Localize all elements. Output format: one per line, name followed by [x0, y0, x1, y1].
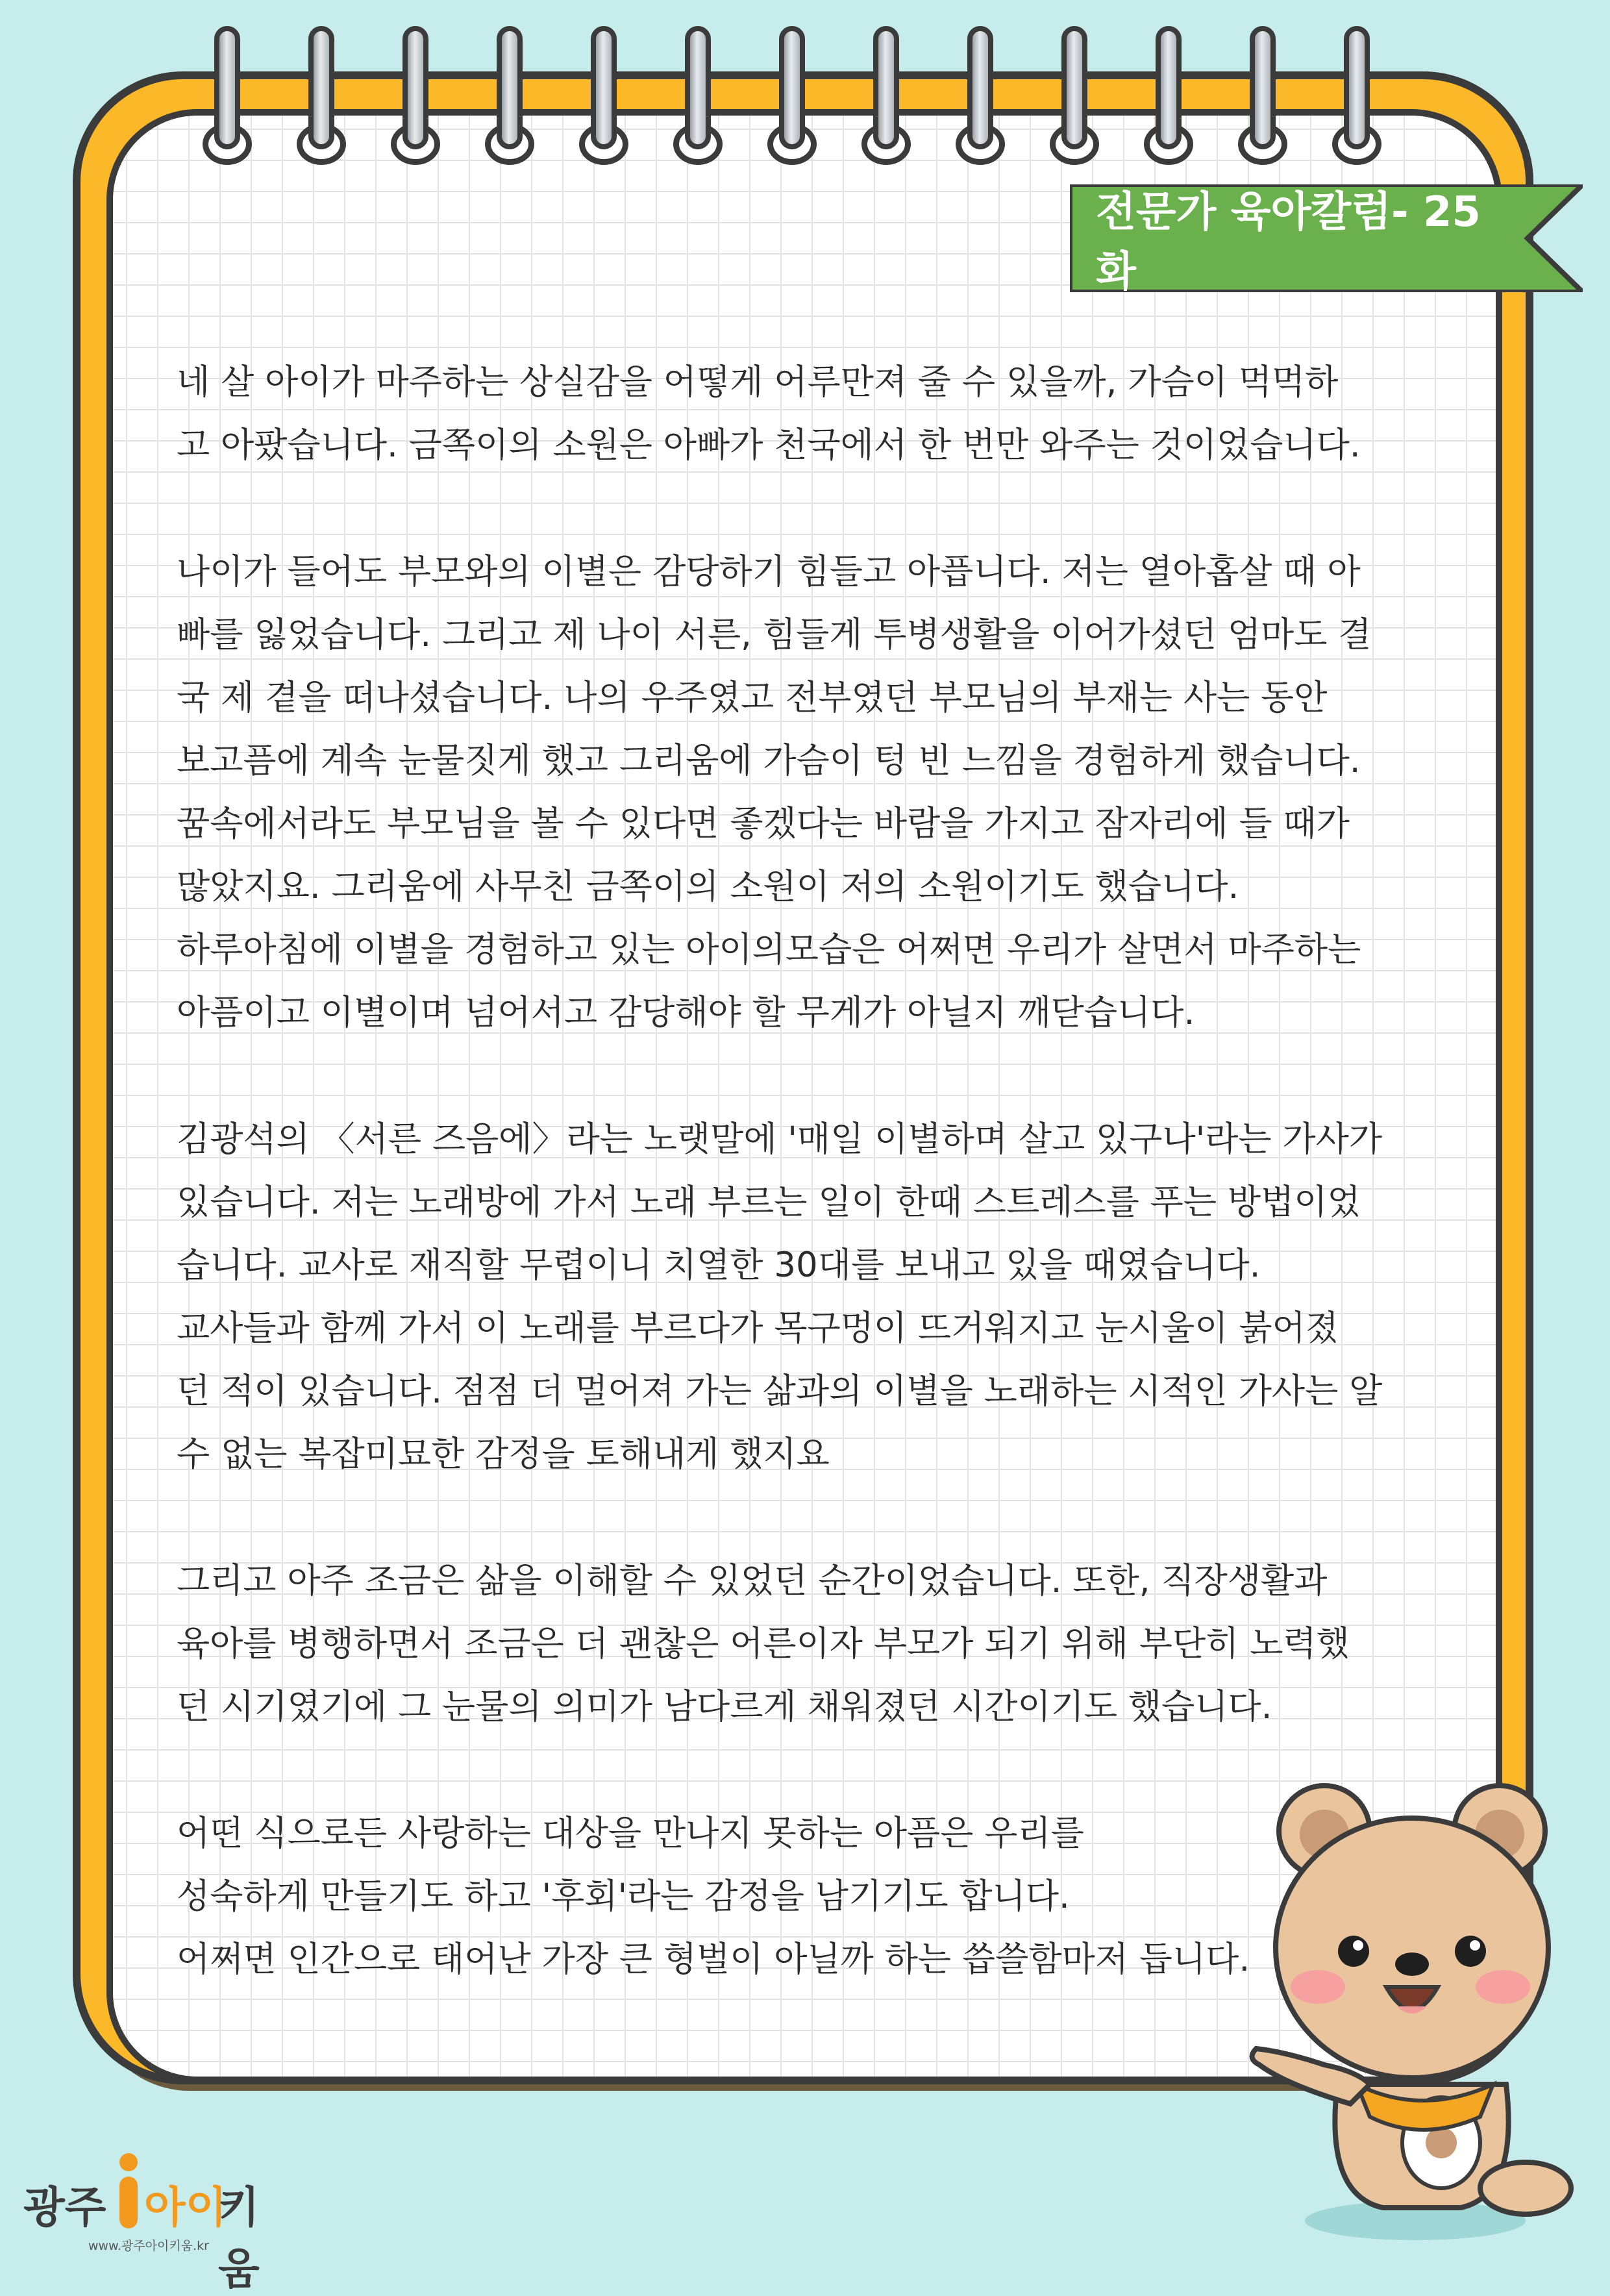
logo-url: www.광주아이키움.kr — [88, 2239, 209, 2253]
text-line: 나이가 들어도 부모와의 이별은 감당하기 힘들고 아픕니다. 저는 열아홉살 때 아 — [177, 552, 1361, 592]
spiral-ring — [571, 26, 636, 175]
text-line: 습니다. 교사로 재직할 무렵이니 치열한 30대를 보내고 있을 때였습니다. — [177, 1245, 1261, 1285]
text-line: 어쩌면 인간으로 태어난 가장 큰 형벌이 아닐까 하는 씁쓸함마저 듭니다. — [177, 1940, 1250, 1979]
text-line: 많았지요. 그리움에 사무친 금쪽이의 소원이 저의 소원이기도 했습니다. — [177, 867, 1239, 906]
spiral-ring — [289, 26, 354, 175]
paragraph — [177, 351, 1449, 477]
column-title-ribbon — [1070, 184, 1583, 296]
text-line: 던 시기였기에 그 눈물의 의미가 남다르게 채워졌던 시간이기도 했습니다. — [177, 1687, 1272, 1727]
text-line: 육아를 병행하면서 조금은 더 괜찮은 어른이자 부모가 되기 위해 부단히 노력했 — [177, 1624, 1350, 1664]
spiral-ring — [477, 26, 542, 175]
spiral-ring — [195, 26, 260, 175]
logo-text-ai: 아이 — [144, 2182, 227, 2232]
logo-i-mark — [114, 2152, 143, 2230]
logo-text-kium: 키움 — [218, 2182, 260, 2294]
text-line: 그리고 아주 조금은 삶을 이해할 수 있었던 순간이었습니다. 또한, 직장생활과 — [177, 1561, 1328, 1601]
text-line: 보고픔에 계속 눈물짓게 했고 그리움에 가슴이 텅 빈 느낌을 경험하게 했습니다. — [177, 741, 1361, 780]
text-line: 고 아팠습니다. 금쪽이의 소원은 아빠가 천국에서 한 번만 와주는 것이었습니다. — [177, 425, 1361, 465]
text-line: 네 살 아이가 마주하는 상실감을 어떻게 어루만져 줄 수 있을까, 가슴이 먹먹하 — [177, 362, 1339, 402]
quokka-mascot-icon — [1246, 1779, 1584, 2247]
ribbon-title: 전문가 육아칼럼- 25화 — [1096, 188, 1481, 296]
spiral-binding — [195, 26, 1428, 175]
text-line: 빠를 잃었습니다. 그리고 제 나이 서른, 힘들게 투병생활을 이어가셨던 엄마도 결 — [177, 615, 1372, 655]
text-line: 있습니다. 저는 노래방에 가서 노래 부르는 일이 한때 스트레스를 푸는 방법이었 — [177, 1182, 1361, 1222]
spiral-ring — [383, 26, 448, 175]
logo-text-gwangju: 광주 — [23, 2182, 106, 2232]
text-line: 국 제 곁을 떠나셨습니다. 나의 우주였고 전부였던 부모님의 부재는 사는 동안 — [177, 678, 1328, 718]
text-line: 던 적이 있습니다. 점점 더 멀어져 가는 삶과의 이별을 노래하는 시적인 가사는 알 — [177, 1371, 1383, 1411]
spiral-ring — [1324, 26, 1389, 175]
text-line: 김광석의 〈서른 즈음에〉라는 노랫말에 '매일 이별하며 살고 있구나'라는 가사가 — [177, 1119, 1383, 1159]
paragraph — [177, 1108, 1449, 1486]
spiral-ring — [1230, 26, 1295, 175]
spiral-ring — [665, 26, 730, 175]
text-line: 성숙하게 만들기도 하고 '후회'라는 감정을 남기기도 합니다. — [177, 1877, 1070, 1916]
spiral-ring — [1136, 26, 1201, 175]
text-line: 어떤 식으로든 사랑하는 대상을 만나지 못하는 아픔은 우리를 — [177, 1814, 1084, 1853]
spiral-ring — [760, 26, 824, 175]
text-line: 꿈속에서라도 부모님을 볼 수 있다면 좋겠다는 바람을 가지고 잠자리에 들 때가 — [177, 804, 1350, 843]
paragraph — [177, 1549, 1449, 1738]
spiral-ring — [1042, 26, 1107, 175]
text-line: 하루아침에 이별을 경험하고 있는 아이의모습은 어쩌면 우리가 살면서 마주하는 — [177, 930, 1361, 969]
text-line: 수 없는 복잡미묘한 감정을 토해내게 했지요 — [177, 1434, 830, 1474]
text-line: 아픔이고 이별이며 넘어서고 감당해야 할 무게가 아닐지 깨닫습니다. — [177, 993, 1195, 1032]
spiral-ring — [854, 26, 919, 175]
spiral-ring — [948, 26, 1013, 175]
paragraph — [177, 540, 1449, 1044]
text-line: 교사들과 함께 가서 이 노래를 부르다가 목구멍이 뜨거워지고 눈시울이 붉어졌 — [177, 1308, 1339, 1348]
gwangju-aikium-logo-icon — [23, 2149, 296, 2294]
